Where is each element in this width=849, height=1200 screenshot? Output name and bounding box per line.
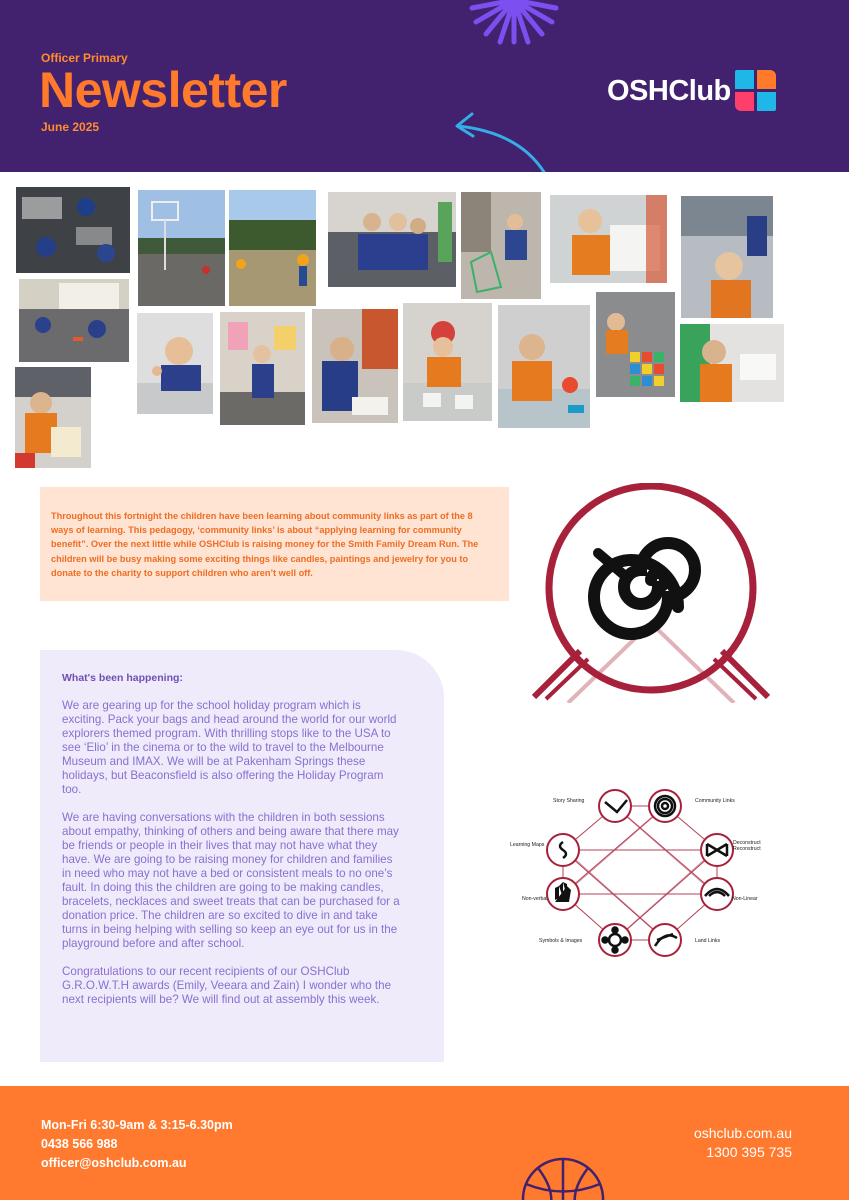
header-banner <box>0 0 849 172</box>
phone-number[interactable]: 0438 566 988 <box>41 1137 118 1151</box>
label-community-links: Community Links <box>695 798 735 804</box>
email-link[interactable]: officer@oshclub.com.au <box>41 1156 187 1170</box>
basketball-icon <box>518 1154 608 1200</box>
label-story-sharing: Story Sharing <box>553 798 585 804</box>
photo-basketball-court <box>138 190 225 306</box>
community-links-intro <box>40 487 509 601</box>
photo-puzzle-table <box>16 187 130 273</box>
photo-construction-play <box>461 192 541 299</box>
photo-headphones-drawing <box>550 195 667 283</box>
label-learning-maps: Learning Maps <box>510 842 545 848</box>
label-non-verbal: Non-verbal <box>522 896 548 902</box>
photo-reading-book <box>15 367 91 468</box>
newsletter-title: Newsletter <box>39 62 287 118</box>
community-links-symbol-icon <box>528 483 774 703</box>
label-symbols-images: Symbols & Images <box>539 938 583 944</box>
school-name: Officer Primary <box>41 51 128 65</box>
photo-couch-group <box>328 192 456 287</box>
photo-beanie-cards <box>403 303 492 421</box>
starburst-icon <box>466 0 562 50</box>
photo-oval-play <box>229 190 316 306</box>
photo-colour-grid <box>596 292 675 397</box>
oshclub-logo <box>607 70 777 112</box>
happening-paragraph-holidays: We are gearing up for the school holiday program which is exciting. Pack your bags and head around the world for our world explorers themed program. With thrilling stops like to the USA to see ‘Elio’ in the cinema or to the wild to travel to the Melbourne Museum and IMAX. We will be at Pakenham Springs these holidays, but Beaconsfield is also offering the Holiday Program too. <box>62 699 397 796</box>
intro-text: Throughout this fortnight the children have been learning about community links as part of the 8 ways of learning. This pedagogy, ‘community links’ is about “applying learning for community benefit”. Over the next little while OSHClub is raising money for the Smith Family Dream Run. The children will be busy making some exciting things like candles, paintings and jewelry for you to donate to the charity to support children who aren’t well off. <box>51 511 479 578</box>
photo-floor-play <box>19 279 129 362</box>
footer <box>0 1086 849 1200</box>
eight-ways-diagram <box>505 782 775 962</box>
photo-bead-making <box>498 305 590 428</box>
photo-paper-craft <box>680 324 784 402</box>
curved-arrow-icon <box>446 108 556 172</box>
photo-classroom-standing <box>220 312 305 425</box>
eight-ways-network <box>505 782 775 962</box>
label-land-links: Land Links <box>695 938 721 944</box>
happening-paragraph-awards: Congratulations to our recent recipients of our OSHClub G.R.O.W.T.H awards (Emily, Veeara and Zain) I wonder who the next recipients will be? We will find out at assembly this week. <box>62 965 392 1006</box>
photo-table-smile <box>681 196 773 318</box>
web-contact <box>694 1124 792 1162</box>
whats-been-happening-panel <box>40 650 444 1062</box>
photo-thumbs-up <box>137 313 213 414</box>
happening-heading: What's been happening: <box>62 672 183 684</box>
contact-details <box>41 1116 233 1173</box>
logo-text: OSHClub <box>607 74 731 107</box>
happening-paragraph-empathy: We are having conversations with the children in both sessions about empathy, thinking of others and being aware that there may be friends or people in their lives that may not have what they have. We are going to be raising money for children and families in need who may not have a bed or consistent meals to no one’s fault. In doing this the children are going to be making candles, bracelets, necklaces and sweet treats that can be purchased for a donation price. The children are so excited to dive in and take turns in being helping with selling so keep an eye out for us in the playground before and after school. <box>62 811 400 950</box>
label-non-linear: Non-Linear <box>732 896 758 902</box>
issue-date: June 2025 <box>41 120 100 134</box>
website-link[interactable]: oshclub.com.au <box>693 1125 792 1141</box>
opening-hours: Mon-Fri 6:30-9am & 3:15-6.30pm <box>41 1118 233 1132</box>
main-phone[interactable]: 1300 395 735 <box>706 1144 792 1160</box>
logo-mark-icon <box>735 70 777 112</box>
label-deconstruct: Deconstruct Reconstruct <box>733 840 761 852</box>
photo-craft-desk <box>312 309 398 423</box>
